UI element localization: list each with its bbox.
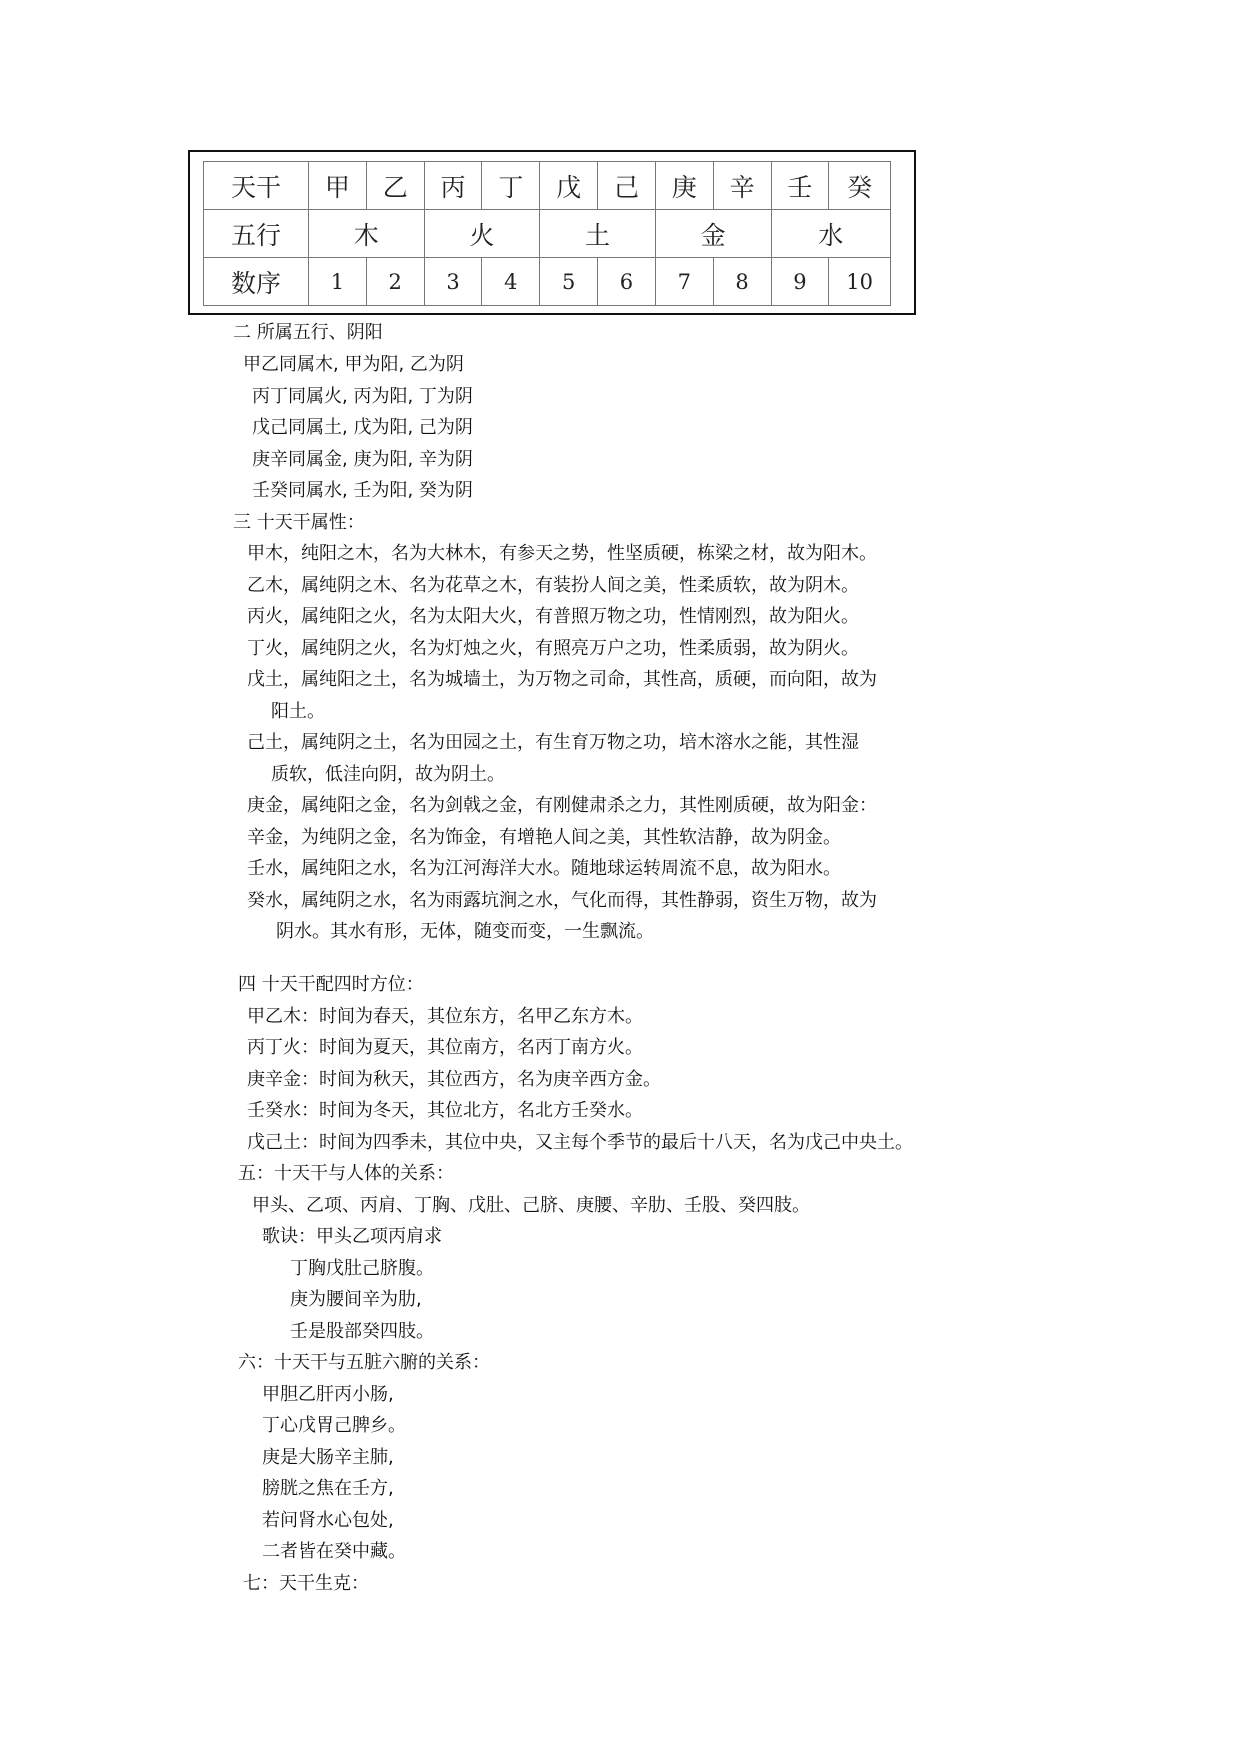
stem-cell: 丙 bbox=[424, 162, 482, 210]
number-cell: 1 bbox=[309, 258, 367, 306]
verse-line: 壬是股部癸四肢。 bbox=[290, 1321, 434, 1342]
stems-table-frame bbox=[188, 150, 916, 315]
element-cell: 水 bbox=[771, 210, 891, 258]
table-row-elements bbox=[204, 210, 891, 258]
stem-cell: 己 bbox=[598, 162, 656, 210]
number-cell: 3 bbox=[424, 258, 482, 306]
text-line: 己土，属纯阴之土，名为田园之土，有生育万物之功，培木溶水之能，其性湿 bbox=[247, 732, 859, 753]
text-line: 阴水。其水有形，无体，随变而变，一生飘流。 bbox=[276, 921, 654, 942]
text-line: 甲头、乙项、丙肩、丁胸、戊肚、己脐、庚腰、辛肋、壬股、癸四肢。 bbox=[252, 1195, 810, 1216]
table-row-numbers bbox=[204, 258, 891, 306]
section-7-heading: 七：天干生克： bbox=[243, 1573, 369, 1594]
text-line: 壬癸水：时间为冬天，其位北方，名北方壬癸水。 bbox=[247, 1100, 643, 1121]
row-label-stems: 天干 bbox=[204, 162, 309, 210]
text-line: 庚金，属纯阳之金，名为剑戟之金，有刚健肃杀之力，其性刚质硬，故为阳金： bbox=[247, 795, 877, 816]
number-cell: 7 bbox=[655, 258, 713, 306]
text-line: 丙火，属纯阳之火，名为太阳大火，有普照万物之功，性情刚烈，故为阳火。 bbox=[247, 606, 859, 627]
text-line: 丙丁火：时间为夏天，其位南方，名丙丁南方火。 bbox=[247, 1037, 643, 1058]
section-2-heading: 二 所属五行、阴阳 bbox=[233, 322, 383, 343]
section-5-heading: 五：十天干与人体的关系： bbox=[238, 1163, 454, 1184]
text-line: 甲乙木：时间为春天，其位东方，名甲乙东方木。 bbox=[247, 1006, 643, 1027]
heavenly-stems-table bbox=[203, 161, 891, 306]
text-line: 壬水，属纯阳之水，名为江河海洋大水。随地球运转周流不息，故为阳水。 bbox=[247, 858, 841, 879]
text-line: 壬癸同属水, 壬为阳, 癸为阴 bbox=[252, 480, 473, 501]
verse-line: 二者皆在癸中藏。 bbox=[262, 1541, 406, 1562]
text-line: 阳土。 bbox=[271, 701, 325, 722]
stem-cell: 甲 bbox=[309, 162, 367, 210]
stem-cell: 戊 bbox=[540, 162, 598, 210]
stem-cell: 壬 bbox=[771, 162, 829, 210]
stem-cell: 癸 bbox=[829, 162, 891, 210]
stem-cell: 辛 bbox=[713, 162, 771, 210]
stem-cell: 乙 bbox=[366, 162, 424, 210]
element-cell: 土 bbox=[540, 210, 656, 258]
stem-cell: 庚 bbox=[655, 162, 713, 210]
number-cell: 9 bbox=[771, 258, 829, 306]
text-line: 戊己土：时间为四季未，其位中央，又主每个季节的最后十八天，名为戊己中央土。 bbox=[247, 1132, 913, 1153]
stem-cell: 丁 bbox=[482, 162, 540, 210]
element-cell: 火 bbox=[424, 210, 540, 258]
number-cell: 5 bbox=[540, 258, 598, 306]
number-cell: 6 bbox=[598, 258, 656, 306]
element-cell: 金 bbox=[655, 210, 771, 258]
text-line: 庚辛金：时间为秋天，其位西方，名为庚辛西方金。 bbox=[247, 1069, 661, 1090]
verse-line: 若问肾水心包处, bbox=[262, 1510, 394, 1531]
verse-line: 膀胱之焦在壬方, bbox=[262, 1478, 394, 1499]
text-line: 乙木，属纯阴之木、名为花草之木，有装扮人间之美，性柔质软，故为阴木。 bbox=[247, 575, 859, 596]
text-line: 戊己同属土, 戊为阳, 己为阴 bbox=[252, 417, 473, 438]
text-line: 甲乙同属木, 甲为阳, 乙为阴 bbox=[243, 354, 464, 375]
text-line: 癸水，属纯阴之水，名为雨露坑涧之水，气化而得，其性静弱，资生万物，故为 bbox=[247, 890, 877, 911]
text-line: 丙丁同属火, 丙为阳, 丁为阴 bbox=[252, 386, 473, 407]
verse-line: 丁心戊胃己脾乡。 bbox=[262, 1415, 406, 1436]
text-line: 质软，低洼向阴，故为阴土。 bbox=[271, 764, 505, 785]
number-cell: 8 bbox=[713, 258, 771, 306]
text-line: 庚辛同属金, 庚为阳, 辛为阴 bbox=[252, 449, 473, 470]
text-line: 甲木，纯阳之木，名为大林木，有参天之势，性坚质硬，栋梁之材，故为阳木。 bbox=[247, 543, 877, 564]
section-4-heading: 四 十天干配四时方位： bbox=[238, 974, 424, 995]
text-line: 戊土，属纯阳之土，名为城墙土，为万物之司命，其性高，质硬，而向阳，故为 bbox=[247, 669, 877, 690]
verse-line: 甲胆乙肝丙小肠, bbox=[262, 1384, 394, 1405]
number-cell: 10 bbox=[829, 258, 891, 306]
number-cell: 2 bbox=[366, 258, 424, 306]
section-6-heading: 六：十天干与五脏六腑的关系： bbox=[238, 1352, 490, 1373]
row-label-elements: 五行 bbox=[204, 210, 309, 258]
row-label-numbers: 数序 bbox=[204, 258, 309, 306]
section-3-heading: 三 十天干属性： bbox=[233, 512, 365, 533]
text-line: 丁火，属纯阴之火，名为灯烛之火，有照亮万户之功，性柔质弱，故为阴火。 bbox=[247, 638, 859, 659]
text-line: 辛金，为纯阴之金，名为饰金，有增艳人间之美，其性软洁静，故为阴金。 bbox=[247, 827, 841, 848]
number-cell: 4 bbox=[482, 258, 540, 306]
verse-line: 庚是大肠辛主肺, bbox=[262, 1447, 394, 1468]
verse-line: 歌诀：甲头乙项丙肩求 bbox=[262, 1226, 442, 1247]
verse-line: 庚为腰间辛为肋, bbox=[290, 1289, 422, 1310]
table-row-stems bbox=[204, 162, 891, 210]
element-cell: 木 bbox=[309, 210, 425, 258]
verse-line: 丁胸戊肚己脐腹。 bbox=[290, 1258, 434, 1279]
